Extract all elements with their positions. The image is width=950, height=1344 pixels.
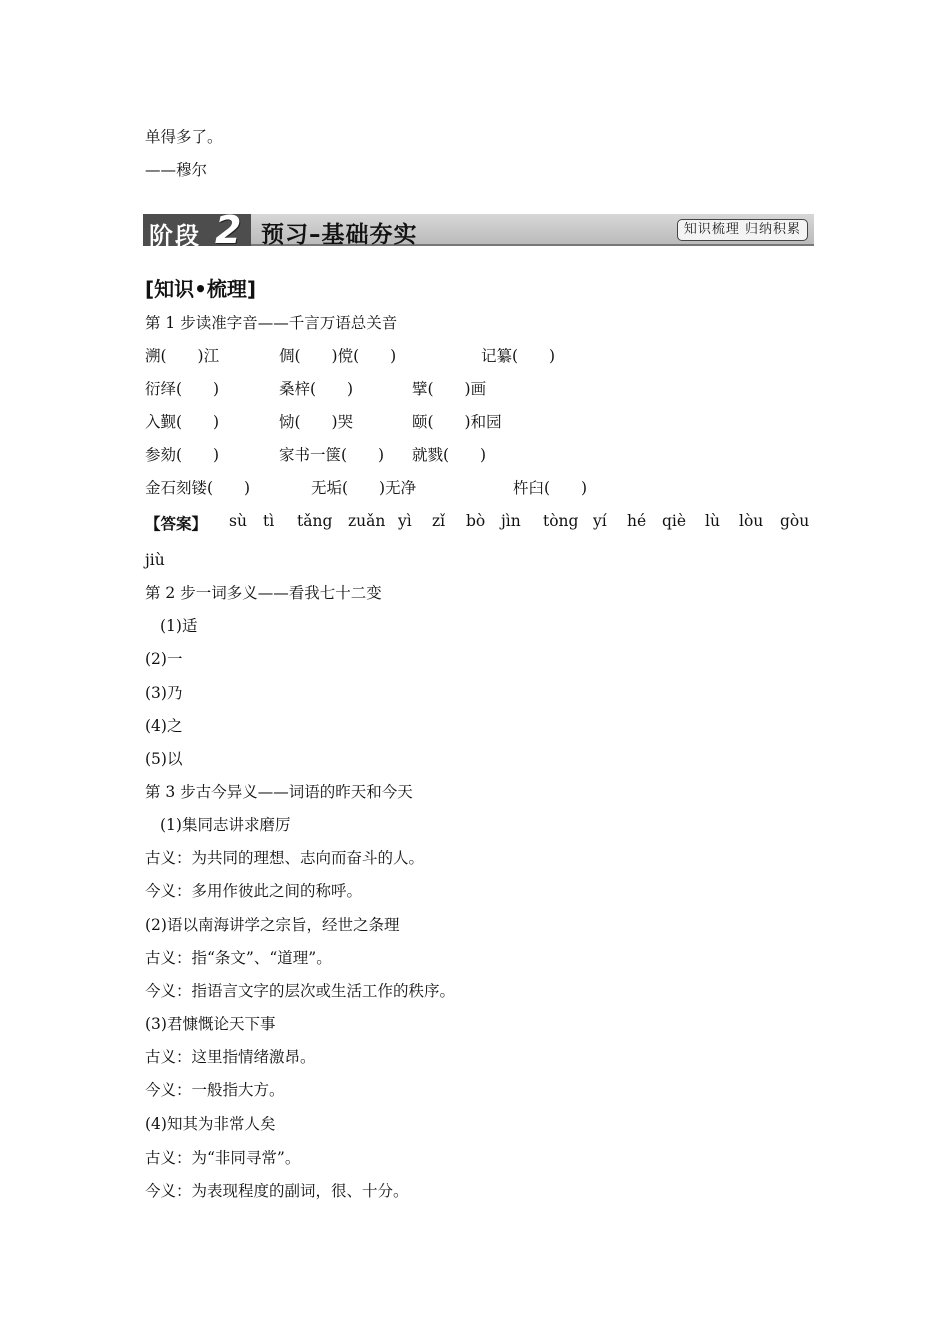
answer-pinyin: hé — [627, 512, 647, 530]
pronunciation-item: 桑梓( ) — [279, 380, 354, 398]
pronunciation-item: 家书一箧( ) — [279, 446, 385, 464]
example-sentence: (3)君慷慨论天下事 — [145, 1015, 276, 1033]
stage-number: 2 — [215, 208, 242, 252]
pronunciation-item: 杵臼( ) — [513, 479, 588, 497]
pronunciation-item: 衍绎( ) — [145, 380, 220, 398]
modern-meaning: 今义：多用作彼此之间的称呼。 — [145, 882, 363, 900]
answer-pinyin: jìn — [501, 512, 521, 530]
example-sentence: (4)知其为非常人矣 — [145, 1115, 276, 1133]
continued-text: 单得多了。 — [145, 128, 223, 146]
answer-pinyin: zǐ — [432, 512, 446, 530]
answer-pinyin: bò — [466, 512, 486, 530]
pronunciation-item: 就戮( ) — [412, 446, 487, 464]
pronunciation-item: 倜( )傥( ) — [279, 347, 397, 365]
answer-pinyin: lù — [705, 512, 720, 530]
ancient-meaning: 古义：为共同的理想、志向而奋斗的人。 — [145, 849, 425, 867]
answer-pinyin-last: jiù — [145, 551, 165, 569]
example-sentence: (2)语以南海讲学之宗旨，经世之条理 — [145, 916, 400, 934]
polysemy-item: (1)适 — [160, 617, 198, 635]
polysemy-item: (4)之 — [145, 717, 183, 735]
answer-label: 【答案】 — [145, 514, 208, 533]
step2-heading: 第 2 步一词多义——看我七十二变 — [145, 584, 382, 602]
answer-pinyin: yí — [593, 512, 607, 530]
banner-badge: 知识梳理 归纳积累 — [677, 219, 808, 241]
ancient-meaning: 古义：这里指情绪激昂。 — [145, 1048, 316, 1066]
pronunciation-item: 擘( )画 — [412, 380, 487, 398]
pronunciation-item: 入觐( ) — [145, 413, 220, 431]
modern-meaning: 今义：指语言文字的层次或生活工作的秩序。 — [145, 982, 456, 1000]
answer-pinyin: tì — [263, 512, 275, 530]
pronunciation-item: 记纂( ) — [481, 347, 556, 365]
pronunciation-item: 参劾( ) — [145, 446, 220, 464]
banner-title: 预习–基础夯实 — [261, 222, 418, 248]
step1-heading: 第 1 步读准字音——千言万语总关音 — [145, 314, 398, 332]
stage-banner — [143, 208, 814, 252]
stage-block — [143, 208, 251, 252]
pronunciation-item: 颐( )和园 — [412, 413, 502, 431]
pronunciation-item: 金石刻镂( ) — [145, 479, 251, 497]
answer-pinyin: tòng — [543, 512, 579, 530]
example-sentence: (1)集同志讲求磨厉 — [160, 816, 291, 834]
section-title: [知识•梳理] — [145, 277, 257, 301]
answer-pinyin: yì — [398, 512, 412, 530]
polysemy-item: (3)乃 — [145, 684, 183, 702]
answer-pinyin: sù — [229, 512, 247, 530]
answer-pinyin: tǎng — [297, 512, 333, 530]
answer-pinyin: lòu — [739, 512, 764, 530]
pronunciation-item: 溯( )江 — [145, 347, 220, 365]
answer-pinyin: zuǎn — [348, 512, 386, 530]
polysemy-item: (2)一 — [145, 650, 183, 668]
stage-label: 阶段 — [149, 222, 201, 250]
step3-heading: 第 3 步古今异义——词语的昨天和今天 — [145, 783, 413, 801]
modern-meaning: 今义：一般指大方。 — [145, 1081, 285, 1099]
quote-attribution: ——穆尔 — [145, 161, 208, 179]
polysemy-item: (5)以 — [145, 750, 183, 768]
answer-pinyin: qiè — [662, 512, 687, 530]
answer-pinyin: gòu — [780, 512, 810, 530]
ancient-meaning: 古义：为“非同寻常”。 — [145, 1149, 301, 1167]
pronunciation-item: 恸( )哭 — [279, 413, 354, 431]
ancient-meaning: 古义：指“条文”、“道理”。 — [145, 949, 332, 967]
modern-meaning: 今义：为表现程度的副词，很、十分。 — [145, 1182, 409, 1200]
pronunciation-item: 无垢( )无净 — [311, 479, 417, 497]
